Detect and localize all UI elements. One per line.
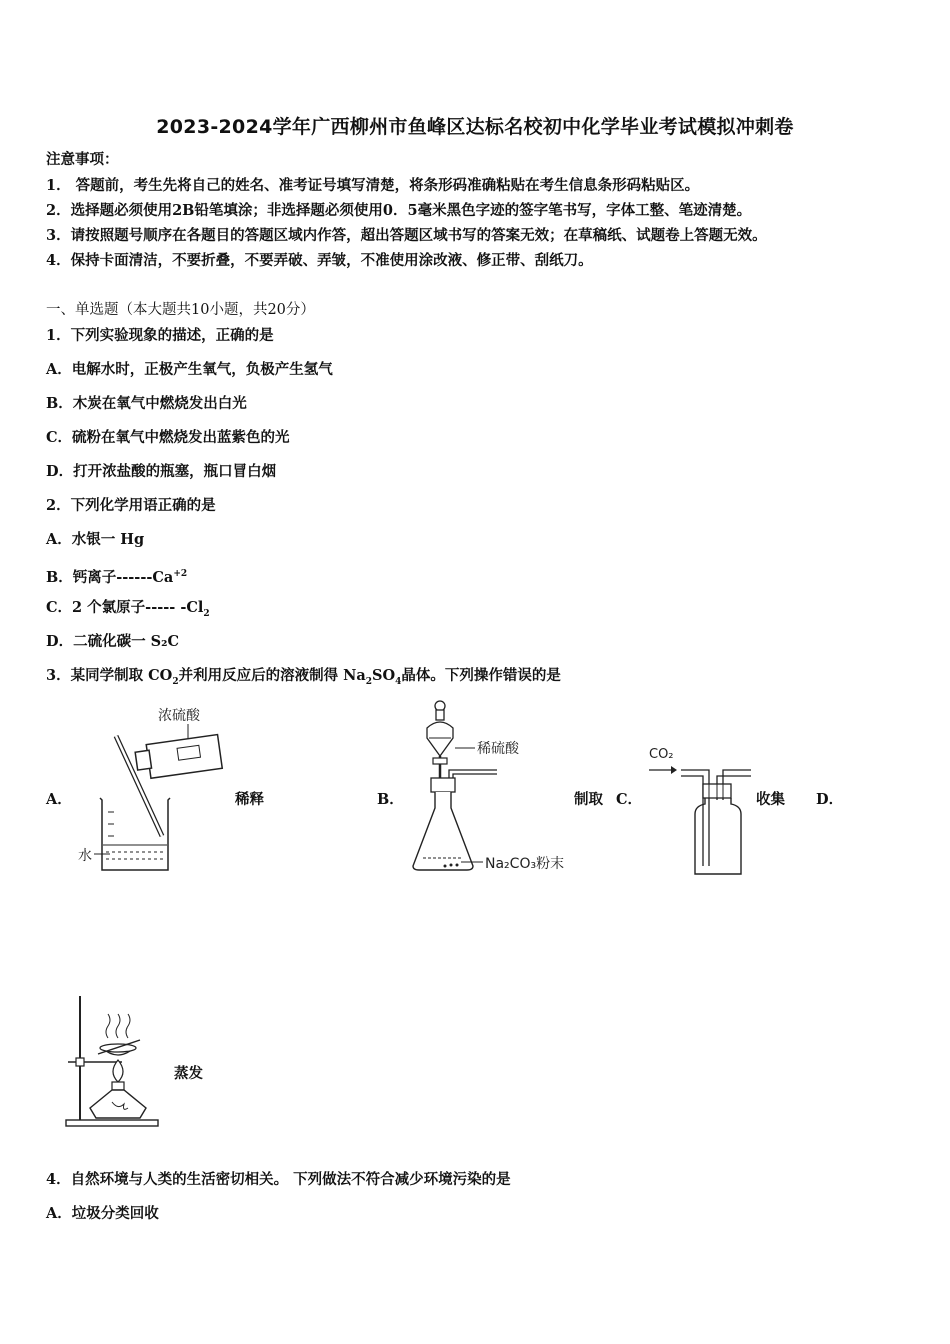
q2-option-d: D．二硫化碳一 S₂C (46, 633, 179, 650)
q2-option-b-text: B．钙离子------Ca (46, 568, 174, 586)
fig-c-gas-label: CO₂ (649, 747, 674, 762)
subscript: 2 (172, 676, 179, 687)
subscript: 4 (395, 676, 402, 687)
q1-option-d: D．打开浓盐酸的瓶塞，瓶口冒白烟 (46, 463, 277, 480)
notice-item: 4．保持卡面清洁，不要折叠，不要弄破、弄皱，不准使用涂改液、修正带、刮纸刀。 (46, 252, 593, 269)
q3-option-a-label: 稀释 (235, 791, 264, 808)
q3-stem (46, 666, 561, 692)
q3-option-c: C． (616, 791, 643, 808)
page-title: 2023-2024学年广西柳州市鱼峰区达标名校初中化学毕业考试模拟冲刺卷 (156, 116, 794, 138)
q3-stem-part: 晶体。下列操作错误的是 (401, 667, 561, 684)
fig-b-powder-label: Na₂CO₃粉末 (485, 856, 565, 872)
q1-option-a: A．电解水时，正极产生氧气，负极产生氢气 (46, 361, 333, 378)
q1-stem: 1．下列实验现象的描述，正确的是 (46, 327, 274, 344)
q4-option-a: A．垃圾分类回收 (46, 1205, 159, 1222)
q3-option-c-label: 收集 (756, 791, 785, 808)
q2-option-a: A．水银一 Hg (46, 531, 145, 548)
q3-stem-part: 3．某同学制取 CO (46, 667, 173, 684)
q3-stem-part: 并利用反应后的溶液制得 Na (178, 667, 366, 684)
q2-option-c (46, 598, 210, 624)
fig-b-acid-label: 稀硫酸 (477, 741, 519, 757)
dilution-diagram (70, 700, 230, 880)
notice-heading: 注意事项： (46, 151, 119, 168)
notice-item: 1． 答题前，考生先将自己的姓名、准考证号填写清楚，将条形码准确粘贴在考生信息条形码粘贴区。 (46, 177, 700, 194)
q3-option-b: B． (377, 791, 404, 808)
q2-option-b (46, 564, 187, 588)
q3-option-b-label: 制取 (574, 791, 603, 808)
notice-item: 2．选择题必须使用2B铅笔填涂；非选择题必须使用0．5毫米黑色字迹的签字笔书写，字体工整、笔迹清楚。 (46, 202, 752, 219)
q4-stem: 4．自然环境与人类的生活密切相关。 下列做法不符合减少环境污染的是 (46, 1171, 511, 1188)
q3-option-d: D． (816, 791, 844, 808)
gas-collection-diagram (645, 740, 760, 880)
notice-item: 3．请按照题号顺序在各题目的答题区域内作答，超出答题区域书写的答案无效；在草稿纸、试题卷上答题无效。 (46, 227, 767, 244)
subscript: 2 (203, 608, 210, 619)
evaporation-diagram (62, 990, 172, 1130)
q1-option-c: C．硫粉在氧气中燃烧发出蓝紫色的光 (46, 429, 290, 446)
q3-option-d-label: 蒸发 (174, 1065, 203, 1082)
fig-a-acid-label: 浓硫酸 (158, 708, 200, 724)
q2-stem: 2．下列化学用语正确的是 (46, 497, 216, 514)
subscript: 2 (365, 676, 373, 687)
q3-option-a: A． (46, 791, 72, 808)
q1-option-b: B．木炭在氧气中燃烧发出白光 (46, 395, 247, 412)
charge-superscript: +2 (173, 569, 188, 579)
fig-a-water-label: 水 (78, 848, 92, 864)
q3-stem-part: SO (372, 667, 396, 684)
section-heading: 一、单选题（本大题共10小题，共20分） (46, 302, 315, 318)
generation-apparatus-diagram (405, 698, 580, 878)
q2-option-c-text: C．2 个氯原子----- -Cl (46, 599, 204, 616)
